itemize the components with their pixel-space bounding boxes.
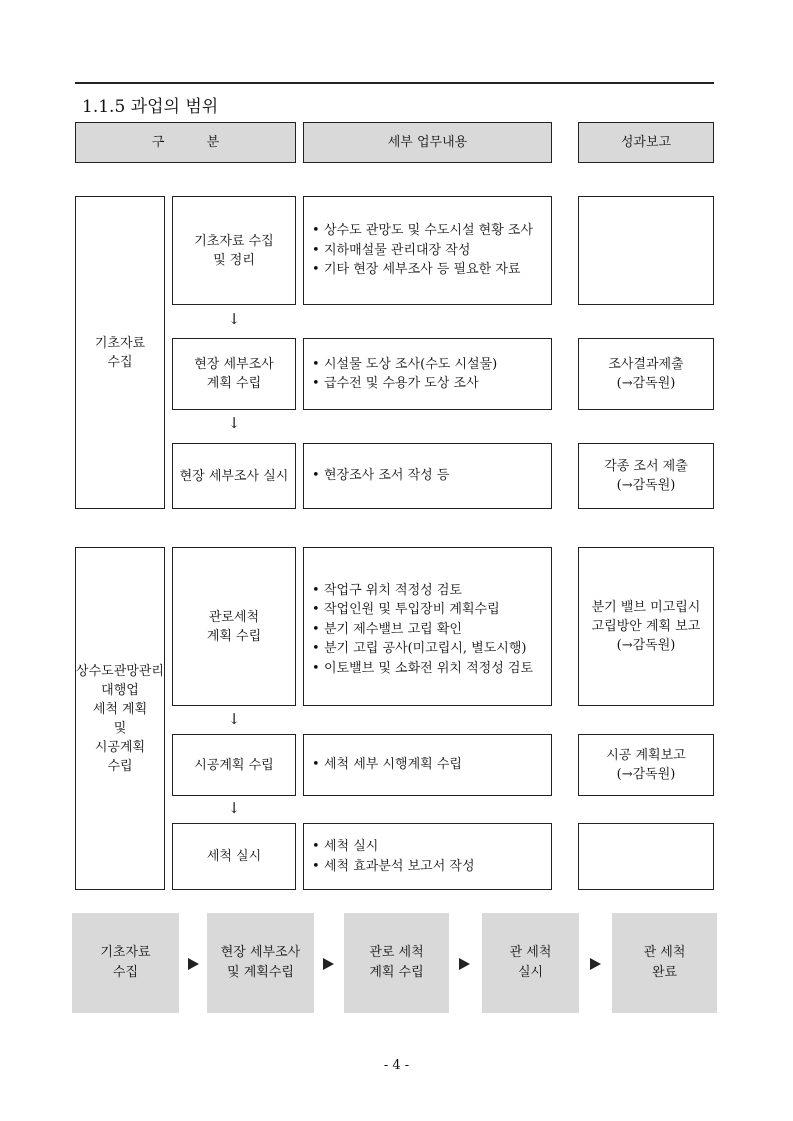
group2-step2-details [303, 734, 552, 796]
header-category [75, 122, 296, 163]
detail-item: • 분기 제수밸브 고립 확인 [312, 620, 533, 640]
detail-item: • 기타 현장 세부조사 등 필요한 자료 [312, 260, 533, 280]
detail-item: • 상수도 관망도 및 수도시설 현황 조사 [312, 221, 533, 241]
flow-arrow-icon [188, 958, 199, 970]
detail-item: • 지하매설물 관리대장 작성 [312, 241, 533, 261]
detail-item: • 세척 세부 시행계획 수립 [312, 755, 462, 775]
section-title: 1.1.5 과업의 범위 [82, 97, 219, 117]
group2-label: 상수도관망관리 대행업 세척 계획 및 시공계획 수립 [75, 547, 165, 890]
detail-list [312, 755, 462, 775]
flow-step-5: 관 세척 완료 [612, 913, 717, 1013]
header-detail [303, 122, 552, 163]
header-report-label: 성과보고 [620, 135, 672, 150]
detail-item: • 현장조사 조서 작성 등 [312, 466, 449, 486]
group2-step3-details [303, 823, 552, 890]
page-number: - 4 - [383, 1058, 410, 1073]
group2-step3-report [578, 823, 714, 890]
detail-list [312, 837, 475, 876]
flow-step-2: 현장 세부조사 및 계획수립 [207, 913, 314, 1013]
group1-step1-report [578, 196, 714, 305]
detail-item: • 분기 고립 공사(미고립시, 별도시행) [312, 639, 533, 659]
detail-list [312, 466, 449, 486]
group1-step3-name: 현장 세부조사 실시 [172, 443, 296, 509]
detail-item: • 이토밸브 및 소화전 위치 적정성 검토 [312, 659, 533, 679]
detail-list [312, 581, 533, 679]
group1-step3-details [303, 443, 552, 509]
group2-step1-details [303, 547, 552, 706]
flow-arrow-icon [459, 958, 470, 970]
header-detail-label: 세부 업무내용 [387, 135, 468, 150]
group2-step2-name: 시공계획 수립 [172, 734, 296, 796]
header-report [578, 122, 714, 163]
detail-item: • 급수전 및 수용가 도상 조사 [312, 374, 497, 394]
flow-arrow-icon [323, 958, 334, 970]
group1-step3-report: 각종 조서 제출 (→감독원) [578, 443, 714, 509]
detail-item: • 작업구 위치 적정성 검토 [312, 581, 533, 601]
group1-step2-details [303, 338, 552, 410]
group1-step2-name: 현장 세부조사 계획 수립 [172, 338, 296, 410]
group1-step1-details [303, 196, 552, 305]
detail-list [312, 221, 533, 280]
header-category-label: 구 분 [151, 135, 220, 150]
group1-step2-report: 조사결과제출 (→감독원) [578, 338, 714, 410]
flow-step-4: 관 세척 실시 [482, 913, 579, 1013]
detail-item: • 세척 실시 [312, 837, 475, 857]
group1-step1-name: 기초자료 수집 및 정리 [172, 196, 296, 305]
flow-arrow-icon [590, 958, 601, 970]
detail-item: • 세척 효과분석 보고서 작성 [312, 857, 475, 877]
flow-step-1: 기초자료 수집 [72, 913, 179, 1013]
down-arrow-icon: ↓ [227, 799, 241, 817]
detail-item: • 시설물 도상 조사(수도 시설물) [312, 355, 497, 375]
down-arrow-icon: ↓ [227, 310, 241, 328]
detail-list [312, 355, 497, 394]
group2-step1-name: 관로세척 계획 수립 [172, 547, 296, 706]
top-rule [75, 82, 714, 84]
down-arrow-icon: ↓ [227, 710, 241, 728]
flow-step-3: 관로 세척 계획 수립 [344, 913, 449, 1013]
group2-step3-name: 세척 실시 [172, 823, 296, 890]
group2-step2-report: 시공 계획보고 (→감독원) [578, 734, 714, 796]
group2-step1-report: 분기 밸브 미고립시 고립방안 계획 보고 (→감독원) [578, 547, 714, 706]
down-arrow-icon: ↓ [227, 414, 241, 432]
group1-label: 기초자료 수집 [75, 196, 165, 509]
detail-item: • 작업인원 및 투입장비 계획수립 [312, 600, 533, 620]
